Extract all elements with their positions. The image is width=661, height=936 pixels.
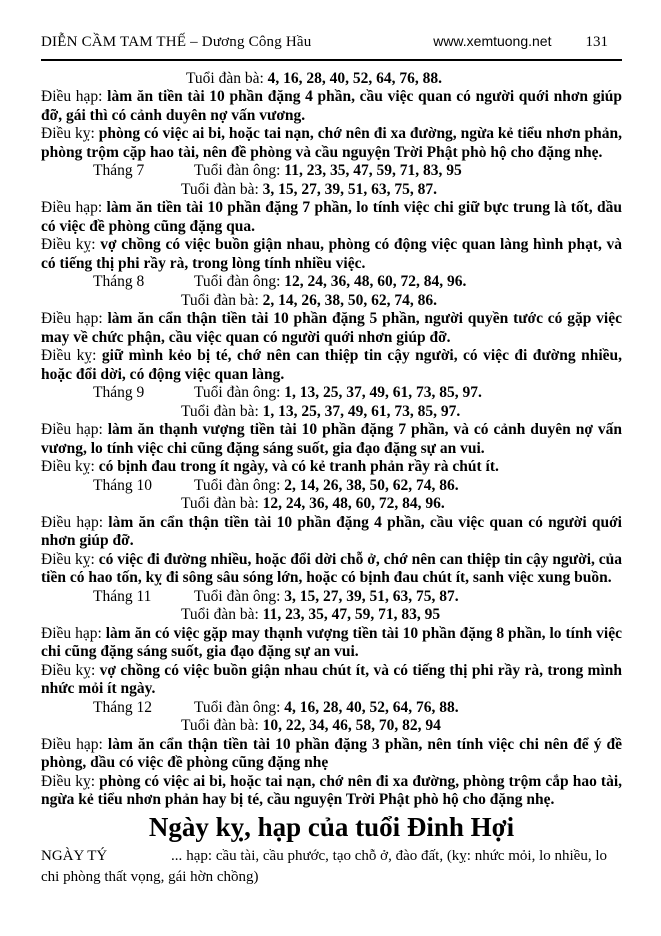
women-ages-line xyxy=(41,403,622,422)
men-ages-numbers: 3, 15, 27, 39, 51, 63, 75, 87. xyxy=(284,587,459,605)
month-block-thang-9 xyxy=(41,384,622,477)
dieu-ky-paragraph xyxy=(41,551,622,588)
dieu-ky-text: có bịnh đau trong ít ngày, và có kẻ tranh phản rầy rà chút ít. xyxy=(98,458,499,476)
day-name: NGÀY TÝ xyxy=(41,847,108,864)
dieu-hap-paragraph xyxy=(41,514,622,551)
women-ages-line xyxy=(41,181,622,200)
dieu-ky-paragraph xyxy=(41,458,622,477)
dieu-hap-paragraph xyxy=(41,625,622,662)
women-ages-numbers: 1, 13, 25, 37, 49, 61, 73, 85, 97. xyxy=(262,402,461,420)
ellipsis: ... xyxy=(171,847,183,864)
dieu-hap-label: Điều hạp: xyxy=(41,735,103,753)
women-ages-line xyxy=(41,717,622,736)
dieu-ky-text: phòng có việc ai bi, hoặc tai nạn, chớ nên đi xa đường, ngừa kẻ tiểu nhơn phản, phòng trộm cặp hao tài, nên đề phòng và cầu nguyện Trời Phật phò hộ cho đặng nhẹ. xyxy=(41,125,623,161)
continuation-women-line xyxy=(41,70,622,89)
dieu-ky-paragraph xyxy=(41,125,622,162)
dieu-ky-text: vợ chồng có việc buồn giận nhau chút ít, và có tiếng thị phi rầy rà, trong mình nhức mỏi ít ngày. xyxy=(41,661,623,698)
men-ages-label: Tuổi đàn ông: xyxy=(194,587,281,605)
dieu-ky-text: giữ mình kẻo bị té, chớ nên can thiệp tin cậy người, có việc đi đường nhiều, hoặc đổi dời, có động việc quan làng. xyxy=(41,347,623,383)
men-ages-line xyxy=(41,477,622,496)
month-label: Tháng 8 xyxy=(93,273,145,291)
women-ages-numbers: 12, 24, 36, 48, 60, 72, 84, 96. xyxy=(262,495,445,513)
men-ages-numbers: 12, 24, 36, 48, 60, 72, 84, 96. xyxy=(284,273,467,291)
month-label: Tháng 11 xyxy=(93,587,152,605)
women-ages-label: Tuổi đàn bà: xyxy=(181,606,259,624)
dieu-ky-label: Điều kỵ: xyxy=(41,125,95,143)
dieu-ky-text: có việc đi đường nhiều, hoặc đổi dời chỗ ở, chớ nên can thiệp tin cậy người, của tiền có hao tốn, kỵ đi sông sâu sóng lớn, hoặc có bịnh đau chút ít, sanh việc xung buồn. xyxy=(41,550,623,587)
day-entry xyxy=(41,846,622,888)
dieu-ky-label: Điều kỵ: xyxy=(41,772,96,790)
women-ages-label: Tuổi đàn bà: xyxy=(181,495,259,513)
men-ages-label: Tuổi đàn ông: xyxy=(194,162,281,180)
book-title: DIỄN CẦM TAM THẾ – Dương Công Hầu xyxy=(41,34,312,50)
women-ages-numbers: 2, 14, 26, 38, 50, 62, 74, 86. xyxy=(262,291,438,309)
dieu-hap-text: làm ăn có việc gặp may thạnh vượng tiền tài 10 phần đặng 8 phần, lo tính việc chi cũng đặng sáng suốt, gia đạo đặng sự an vui. xyxy=(41,624,622,661)
dieu-ky-label: Điều kỵ: xyxy=(41,550,95,568)
month-label: Tháng 10 xyxy=(93,476,152,494)
dieu-hap-text: làm ăn cẩn thận tiền tài 10 phần đặng 3 phần, nên tính việc chi nên để ý đề phòng, dầu có việc đề phòng cũng đặng nhẹ xyxy=(41,735,622,772)
month-label: Tháng 9 xyxy=(93,384,145,402)
dieu-ky-label: Điều kỵ: xyxy=(41,347,97,365)
men-ages-numbers: 2, 14, 26, 38, 50, 62, 74, 86. xyxy=(284,476,459,494)
dieu-hap-text: làm ăn cẩn thận tiền tài 10 phần đặng 4 phần, cầu việc quan có người quới nhơn giúp đỡ. xyxy=(41,513,622,550)
dieu-hap-label: Điều hạp: xyxy=(41,513,104,531)
page-header xyxy=(41,33,622,61)
dieu-hap-label: Điều hạp: xyxy=(41,624,102,642)
women-ages-label: Tuổi đàn bà: xyxy=(186,69,264,87)
women-ages-label: Tuổi đàn bà: xyxy=(181,291,259,309)
women-ages-label: Tuổi đàn bà: xyxy=(181,180,259,198)
women-ages-line xyxy=(41,606,622,625)
dieu-ky-text: vợ chồng có việc buồn giận nhau, phòng có động việc quan làng hình phạt, và có tiếng thị phi rầy rà, trong lòng tính nhiều việc. xyxy=(41,236,623,272)
men-ages-numbers: 1, 13, 25, 37, 49, 61, 73, 85, 97. xyxy=(284,384,482,402)
month-block-thang-11 xyxy=(41,588,622,699)
dieu-hap-text: làm ăn cẩn thận tiền tài 10 phần đặng 5 phần, người quyền tước có gặp việc may về chức phận, cầu việc quan có người quới nhơn giúp đỡ. xyxy=(41,310,622,346)
dieu-ky-label: Điều kỵ: xyxy=(41,458,95,476)
dieu-hap-label: Điều hạp: xyxy=(41,199,103,217)
dieu-ky-paragraph xyxy=(41,236,622,273)
section-title: Ngày kỵ, hạp của tuổi Đinh Hợi xyxy=(148,811,515,842)
page-body xyxy=(41,70,622,888)
day-text: hạp: cầu tài, cầu phước, tạo chỗ ở, đào đất, (kỵ: nhức mỏi, lo nhiều, lo chi phòng thất vọng, gái hờn chồng) xyxy=(41,847,608,885)
dieu-ky-paragraph xyxy=(41,347,622,384)
website-url: www.xemtuong.net xyxy=(433,33,552,49)
men-ages-label: Tuổi đàn ông: xyxy=(194,476,281,494)
dieu-hap-text: làm ăn thạnh vượng tiền tài 10 phần đặng 7 phần, và có cảnh duyên nợ vấn vương, lo tính việc chi cũng đặng sáng suốt, gia đạo đặng sự an vui. xyxy=(41,421,622,457)
men-ages-label: Tuổi đàn ông: xyxy=(194,273,281,291)
dieu-hap-label: Điều hạp: xyxy=(41,310,103,328)
month-label: Tháng 7 xyxy=(93,162,145,180)
dieu-hap-paragraph xyxy=(41,199,622,236)
men-ages-label: Tuổi đàn ông: xyxy=(194,384,281,402)
men-ages-numbers: 11, 23, 35, 47, 59, 71, 83, 95 xyxy=(284,162,462,180)
dieu-ky-label: Điều kỵ: xyxy=(41,661,96,679)
women-ages-line xyxy=(41,495,622,514)
dieu-hap-text: làm ăn tiền tài 10 phần đặng 7 phần, lo tính việc chi giữ bực trung là tốt, dầu có việc đề phòng cũng đặng qua. xyxy=(41,199,623,235)
men-ages-line xyxy=(41,588,622,607)
men-ages-line xyxy=(41,162,622,181)
dieu-hap-paragraph xyxy=(41,310,622,347)
month-block-thang-7 xyxy=(41,162,622,273)
men-ages-label: Tuổi đàn ông: xyxy=(194,698,281,716)
men-ages-line xyxy=(41,699,622,718)
dieu-hap-paragraph xyxy=(41,736,622,773)
women-ages-numbers: 3, 15, 27, 39, 51, 63, 75, 87. xyxy=(262,180,438,198)
dieu-ky-label: Điều kỵ: xyxy=(41,236,96,254)
women-ages-numbers: 4, 16, 28, 40, 52, 64, 76, 88. xyxy=(267,69,443,87)
men-ages-line xyxy=(41,384,622,403)
women-ages-label: Tuổi đàn bà: xyxy=(181,402,259,420)
dieu-hap-label: Điều hạp: xyxy=(41,88,103,106)
dieu-hap-label: Điều hạp: xyxy=(41,421,103,439)
dieu-hap-paragraph xyxy=(41,88,622,125)
women-ages-line xyxy=(41,292,622,311)
dieu-hap-text: làm ăn tiền tài 10 phần đặng 4 phần, cầu việc quan có người quới nhơn giúp đỡ, gái thì có cảnh duyên nợ vấn vương. xyxy=(41,88,622,124)
women-ages-numbers: 10, 22, 34, 46, 58, 70, 82, 94 xyxy=(262,717,441,735)
dieu-hap-paragraph xyxy=(41,421,622,458)
month-block-thang-8 xyxy=(41,273,622,384)
women-ages-numbers: 11, 23, 35, 47, 59, 71, 83, 95 xyxy=(262,606,441,624)
women-ages-label: Tuổi đàn bà: xyxy=(181,717,259,735)
page-number: 131 xyxy=(585,34,608,50)
dieu-ky-text: phòng có việc ai bi, hoặc tai nạn, chớ nên đi xa đường, phòng trộm cắp hao tài, ngừa kẻ tiểu nhơn phản hay bị té, cầu nguyện Trời Phật phò hộ cho đặng nhẹ. xyxy=(41,772,623,809)
men-ages-line xyxy=(41,273,622,292)
month-block-thang-10 xyxy=(41,477,622,588)
month-block-thang-12 xyxy=(41,699,622,810)
dieu-ky-paragraph xyxy=(41,662,622,699)
men-ages-numbers: 4, 16, 28, 40, 52, 64, 76, 88. xyxy=(284,698,459,716)
month-label: Tháng 12 xyxy=(93,698,152,716)
dieu-ky-paragraph xyxy=(41,773,622,810)
